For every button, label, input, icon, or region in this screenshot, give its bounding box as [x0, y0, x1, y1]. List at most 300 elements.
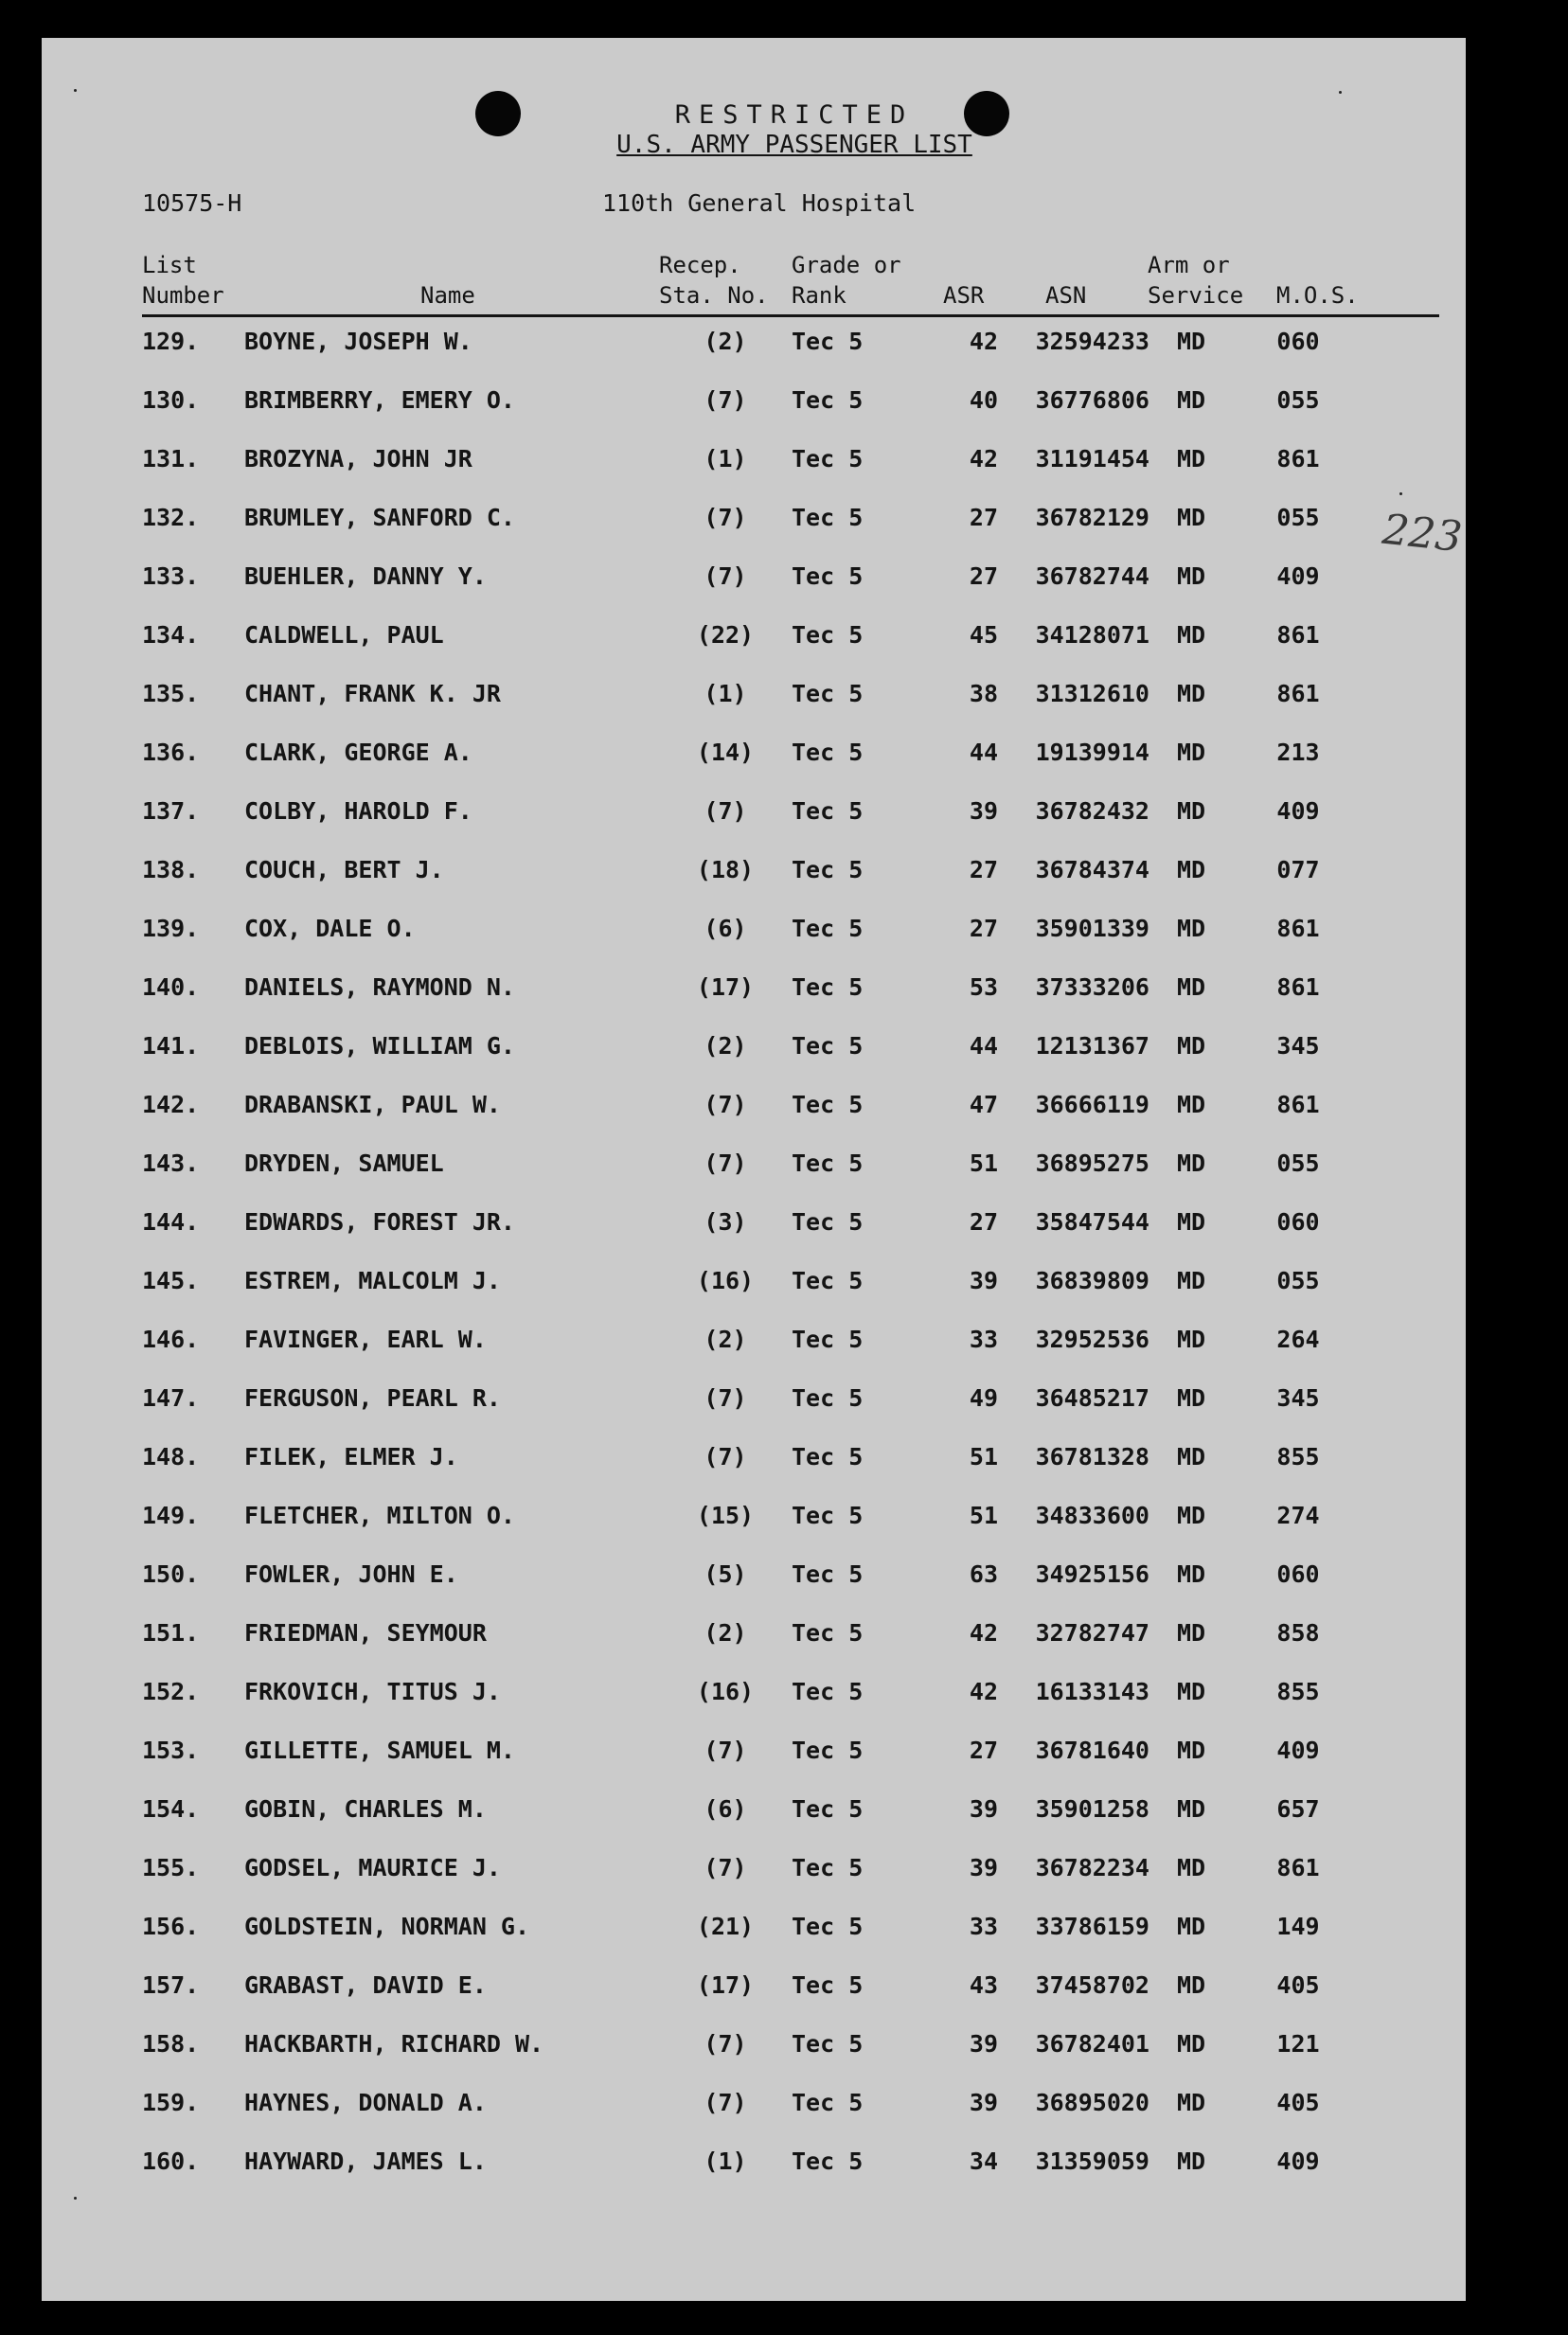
recep-station-cell: (2): [704, 1326, 747, 1353]
document-title: U.S. ARMY PASSENGER LIST: [616, 131, 972, 159]
asn-cell: 36782432: [1035, 797, 1149, 825]
grade-cell: Tec 5: [792, 1560, 864, 1588]
column-header-grade: Grade or Rank: [792, 252, 901, 309]
recep-station-cell: (7): [704, 1443, 747, 1471]
arm-service-cell: MD: [1176, 856, 1206, 883]
column-header-recep-station: Recep. Sta. No.: [659, 252, 769, 309]
name-cell: FRIEDMAN, SEYMOUR: [244, 1619, 487, 1647]
paper-speck: [74, 2197, 77, 2200]
asn-cell: 37333206: [1035, 973, 1149, 1001]
name-cell: CALDWELL, PAUL: [244, 621, 444, 649]
name-cell: GODSEL, MAURICE J.: [244, 1854, 501, 1881]
name-cell: EDWARDS, FOREST JR.: [244, 1208, 515, 1236]
grade-cell: Tec 5: [792, 1032, 864, 1060]
arm-service-cell: MD: [1176, 1502, 1206, 1529]
arm-service-cell: MD: [1176, 562, 1206, 590]
arm-service-cell: MD: [1176, 1032, 1206, 1060]
asr-cell: 44: [969, 1032, 998, 1060]
asr-cell: 51: [969, 1443, 998, 1471]
mos-cell: 409: [1276, 797, 1320, 825]
asn-cell: 31191454: [1035, 445, 1149, 472]
list-number-cell: 138.: [142, 856, 200, 883]
grade-cell: Tec 5: [792, 1502, 864, 1529]
paper-speck: [74, 89, 77, 92]
recep-station-cell: (7): [704, 2089, 747, 2116]
recep-station-cell: (7): [704, 504, 747, 531]
table-row: [42, 1502, 1466, 1560]
name-cell: CLARK, GEORGE A.: [244, 739, 472, 766]
table-row: [42, 1267, 1466, 1326]
recep-station-cell: (6): [704, 915, 747, 942]
asn-cell: 35901339: [1035, 915, 1149, 942]
table-row: [42, 2030, 1466, 2089]
column-header-name: Name: [420, 282, 475, 309]
recep-station-cell: (7): [704, 1737, 747, 1764]
asn-cell: 36782744: [1035, 562, 1149, 590]
arm-service-cell: MD: [1176, 1150, 1206, 1177]
list-number-cell: 159.: [142, 2089, 200, 2116]
mos-cell: 657: [1276, 1795, 1320, 1823]
arm-service-cell: MD: [1176, 1560, 1206, 1588]
mos-cell: 858: [1276, 1619, 1320, 1647]
asr-cell: 40: [969, 386, 998, 414]
list-number-cell: 130.: [142, 386, 200, 414]
asn-cell: 36784374: [1035, 856, 1149, 883]
column-header-asr: ASR: [943, 282, 985, 309]
mos-cell: 213: [1276, 739, 1320, 766]
list-number-cell: 135.: [142, 680, 200, 707]
grade-cell: Tec 5: [792, 739, 864, 766]
name-cell: DRYDEN, SAMUEL: [244, 1150, 444, 1177]
arm-service-cell: MD: [1176, 1443, 1206, 1471]
mos-cell: 855: [1276, 1443, 1320, 1471]
mos-cell: 077: [1276, 856, 1320, 883]
recep-station-cell: (2): [704, 1032, 747, 1060]
grade-cell: Tec 5: [792, 1208, 864, 1236]
table-row: [42, 504, 1466, 562]
list-number-cell: 137.: [142, 797, 200, 825]
asr-cell: 63: [969, 1560, 998, 1588]
recep-station-cell: (22): [696, 621, 755, 649]
name-cell: GOLDSTEIN, NORMAN G.: [244, 1913, 530, 1940]
arm-service-cell: MD: [1176, 1795, 1206, 1823]
mos-cell: 060: [1276, 1208, 1320, 1236]
list-number-cell: 134.: [142, 621, 200, 649]
table-row: [42, 680, 1466, 739]
grade-cell: Tec 5: [792, 1384, 864, 1412]
punch-hole: [475, 91, 521, 136]
classification-marking: RESTRICTED: [674, 100, 915, 130]
table-row: [42, 621, 1466, 680]
asn-cell: 35901258: [1035, 1795, 1149, 1823]
arm-service-cell: MD: [1176, 1267, 1206, 1294]
grade-cell: Tec 5: [792, 915, 864, 942]
asn-cell: 19139914: [1035, 739, 1149, 766]
recep-station-cell: (7): [704, 1150, 747, 1177]
list-number-cell: 129.: [142, 328, 200, 355]
asn-cell: 36666119: [1035, 1091, 1149, 1118]
name-cell: DANIELS, RAYMOND N.: [244, 973, 515, 1001]
column-header-mos: M.O.S.: [1276, 282, 1359, 309]
list-number-cell: 160.: [142, 2148, 200, 2175]
name-cell: GILLETTE, SAMUEL M.: [244, 1737, 515, 1764]
mos-cell: 055: [1276, 504, 1320, 531]
list-number-cell: 151.: [142, 1619, 200, 1647]
name-cell: FILEK, ELMER J.: [244, 1443, 458, 1471]
list-number-cell: 133.: [142, 562, 200, 590]
name-cell: BUEHLER, DANNY Y.: [244, 562, 487, 590]
asr-cell: 34: [969, 2148, 998, 2175]
name-cell: DRABANSKI, PAUL W.: [244, 1091, 501, 1118]
arm-service-cell: MD: [1176, 2148, 1206, 2175]
asr-cell: 42: [969, 445, 998, 472]
list-number-cell: 158.: [142, 2030, 200, 2058]
arm-service-cell: MD: [1176, 504, 1206, 531]
recep-station-cell: (1): [704, 2148, 747, 2175]
name-cell: DEBLOIS, WILLIAM G.: [244, 1032, 515, 1060]
mos-cell: 055: [1276, 1150, 1320, 1177]
document-id: 10575-H: [142, 189, 242, 217]
mos-cell: 345: [1276, 1384, 1320, 1412]
grade-cell: Tec 5: [792, 797, 864, 825]
arm-service-cell: MD: [1176, 621, 1206, 649]
recep-station-cell: (17): [696, 1971, 755, 1999]
asr-cell: 39: [969, 797, 998, 825]
table-row: [42, 1384, 1466, 1443]
recep-station-cell: (7): [704, 1854, 747, 1881]
asn-cell: 36782129: [1035, 504, 1149, 531]
mos-cell: 861: [1276, 973, 1320, 1001]
list-number-cell: 131.: [142, 445, 200, 472]
recep-station-cell: (3): [704, 1208, 747, 1236]
name-cell: CHANT, FRANK K. JR: [244, 680, 501, 707]
name-cell: FAVINGER, EARL W.: [244, 1326, 487, 1353]
asn-cell: 36895275: [1035, 1150, 1149, 1177]
mos-cell: 861: [1276, 621, 1320, 649]
mos-cell: 855: [1276, 1678, 1320, 1705]
recep-station-cell: (1): [704, 680, 747, 707]
arm-service-cell: MD: [1176, 445, 1206, 472]
asr-cell: 39: [969, 1854, 998, 1881]
asn-cell: 16133143: [1035, 1678, 1149, 1705]
mos-cell: 121: [1276, 2030, 1320, 2058]
asn-cell: 36485217: [1035, 1384, 1149, 1412]
mos-cell: 861: [1276, 1091, 1320, 1118]
list-number-cell: 136.: [142, 739, 200, 766]
mos-cell: 409: [1276, 562, 1320, 590]
table-row: [42, 973, 1466, 1032]
recep-station-cell: (2): [704, 328, 747, 355]
table-row: [42, 1091, 1466, 1150]
table-row: [42, 445, 1466, 504]
arm-service-cell: MD: [1176, 797, 1206, 825]
asr-cell: 43: [969, 1971, 998, 1999]
arm-service-cell: MD: [1176, 1737, 1206, 1764]
name-cell: FRKOVICH, TITUS J.: [244, 1678, 501, 1705]
asr-cell: 27: [969, 856, 998, 883]
list-number-cell: 152.: [142, 1678, 200, 1705]
column-header-asn: ASN: [1045, 282, 1087, 309]
arm-service-cell: MD: [1176, 386, 1206, 414]
recep-station-cell: (7): [704, 1091, 747, 1118]
grade-cell: Tec 5: [792, 1150, 864, 1177]
name-cell: GRABAST, DAVID E.: [244, 1971, 487, 1999]
grade-cell: Tec 5: [792, 680, 864, 707]
asn-cell: 35847544: [1035, 1208, 1149, 1236]
list-number-cell: 148.: [142, 1443, 200, 1471]
name-cell: ESTREM, MALCOLM J.: [244, 1267, 501, 1294]
asr-cell: 42: [969, 328, 998, 355]
table-row: [42, 1150, 1466, 1208]
grade-cell: Tec 5: [792, 1854, 864, 1881]
asr-cell: 44: [969, 739, 998, 766]
grade-cell: Tec 5: [792, 562, 864, 590]
list-number-cell: 153.: [142, 1737, 200, 1764]
arm-service-cell: MD: [1176, 1971, 1206, 1999]
list-number-cell: 132.: [142, 504, 200, 531]
arm-service-cell: MD: [1176, 1091, 1206, 1118]
name-cell: FERGUSON, PEARL R.: [244, 1384, 501, 1412]
asr-cell: 53: [969, 973, 998, 1001]
handwritten-page-number: 223: [1380, 505, 1465, 562]
name-cell: BRUMLEY, SANFORD C.: [244, 504, 515, 531]
table-row: [42, 1443, 1466, 1502]
arm-service-cell: MD: [1176, 1619, 1206, 1647]
name-cell: GOBIN, CHARLES M.: [244, 1795, 487, 1823]
mos-cell: 405: [1276, 2089, 1320, 2116]
grade-cell: Tec 5: [792, 328, 864, 355]
name-cell: FOWLER, JOHN E.: [244, 1560, 458, 1588]
recep-station-cell: (2): [704, 1619, 747, 1647]
arm-service-cell: MD: [1176, 680, 1206, 707]
asn-cell: 32952536: [1035, 1326, 1149, 1353]
arm-service-cell: MD: [1176, 2089, 1206, 2116]
table-row: [42, 1854, 1466, 1913]
asn-cell: 34925156: [1035, 1560, 1149, 1588]
header-rule: [142, 314, 1439, 317]
arm-service-cell: MD: [1176, 1678, 1206, 1705]
asr-cell: 42: [969, 1619, 998, 1647]
mos-cell: 405: [1276, 1971, 1320, 1999]
asr-cell: 39: [969, 2030, 998, 2058]
asn-cell: 34833600: [1035, 1502, 1149, 1529]
name-cell: BROZYNA, JOHN JR: [244, 445, 472, 472]
arm-service-cell: MD: [1176, 328, 1206, 355]
asr-cell: 42: [969, 1678, 998, 1705]
mos-cell: 861: [1276, 680, 1320, 707]
recep-station-cell: (16): [696, 1678, 755, 1705]
grade-cell: Tec 5: [792, 386, 864, 414]
asn-cell: 36895020: [1035, 2089, 1149, 2116]
asr-cell: 27: [969, 1208, 998, 1236]
list-number-cell: 154.: [142, 1795, 200, 1823]
grade-cell: Tec 5: [792, 856, 864, 883]
asn-cell: 32594233: [1035, 328, 1149, 355]
asn-cell: 12131367: [1035, 1032, 1149, 1060]
table-row: [42, 856, 1466, 915]
mos-cell: 409: [1276, 1737, 1320, 1764]
asn-cell: 31312610: [1035, 680, 1149, 707]
grade-cell: Tec 5: [792, 1678, 864, 1705]
name-cell: HACKBARTH, RICHARD W.: [244, 2030, 544, 2058]
table-row: [42, 1678, 1466, 1737]
table-row: [42, 915, 1466, 973]
name-cell: FLETCHER, MILTON O.: [244, 1502, 515, 1529]
asn-cell: 36776806: [1035, 386, 1149, 414]
asn-cell: 36782234: [1035, 1854, 1149, 1881]
table-row: [42, 797, 1466, 856]
list-number-cell: 140.: [142, 973, 200, 1001]
table-row: [42, 739, 1466, 797]
list-number-cell: 147.: [142, 1384, 200, 1412]
grade-cell: Tec 5: [792, 1267, 864, 1294]
mos-cell: 055: [1276, 386, 1320, 414]
recep-station-cell: (5): [704, 1560, 747, 1588]
recep-station-cell: (17): [696, 973, 755, 1001]
mos-cell: 060: [1276, 1560, 1320, 1588]
asr-cell: 27: [969, 504, 998, 531]
asr-cell: 39: [969, 1795, 998, 1823]
name-cell: BOYNE, JOSEPH W.: [244, 328, 472, 355]
mos-cell: 274: [1276, 1502, 1320, 1529]
recep-station-cell: (14): [696, 739, 755, 766]
table-row: [42, 1619, 1466, 1678]
asn-cell: 31359059: [1035, 2148, 1149, 2175]
name-cell: BRIMBERRY, EMERY O.: [244, 386, 515, 414]
asr-cell: 47: [969, 1091, 998, 1118]
recep-station-cell: (7): [704, 562, 747, 590]
recep-station-cell: (18): [696, 856, 755, 883]
list-number-cell: 139.: [142, 915, 200, 942]
asr-cell: 27: [969, 1737, 998, 1764]
grade-cell: Tec 5: [792, 1326, 864, 1353]
recep-station-cell: (7): [704, 1384, 747, 1412]
asn-cell: 36781640: [1035, 1737, 1149, 1764]
table-row: [42, 1208, 1466, 1267]
asr-cell: 45: [969, 621, 998, 649]
table-row: [42, 1737, 1466, 1795]
asn-cell: 34128071: [1035, 621, 1149, 649]
list-number-cell: 146.: [142, 1326, 200, 1353]
recep-station-cell: (7): [704, 2030, 747, 2058]
grade-cell: Tec 5: [792, 621, 864, 649]
list-number-cell: 142.: [142, 1091, 200, 1118]
grade-cell: Tec 5: [792, 1737, 864, 1764]
arm-service-cell: MD: [1176, 1326, 1206, 1353]
asr-cell: 39: [969, 2089, 998, 2116]
asr-cell: 51: [969, 1502, 998, 1529]
table-row: [42, 386, 1466, 445]
recep-station-cell: (16): [696, 1267, 755, 1294]
name-cell: COLBY, HAROLD F.: [244, 797, 472, 825]
recep-station-cell: (6): [704, 1795, 747, 1823]
name-cell: COUCH, BERT J.: [244, 856, 444, 883]
column-header-arm-service: Arm or Service: [1148, 252, 1244, 309]
mos-cell: 055: [1276, 1267, 1320, 1294]
recep-station-cell: (7): [704, 386, 747, 414]
asr-cell: 33: [969, 1326, 998, 1353]
arm-service-cell: MD: [1176, 1854, 1206, 1881]
mos-cell: 149: [1276, 1913, 1320, 1940]
grade-cell: Tec 5: [792, 504, 864, 531]
grade-cell: Tec 5: [792, 2089, 864, 2116]
mos-cell: 861: [1276, 445, 1320, 472]
list-number-cell: 149.: [142, 1502, 200, 1529]
recep-station-cell: (21): [696, 1913, 755, 1940]
asn-cell: 36839809: [1035, 1267, 1149, 1294]
grade-cell: Tec 5: [792, 973, 864, 1001]
grade-cell: Tec 5: [792, 1971, 864, 1999]
asn-cell: 36781328: [1035, 1443, 1149, 1471]
asn-cell: 33786159: [1035, 1913, 1149, 1940]
paper-speck: [1399, 492, 1402, 495]
table-row: [42, 1326, 1466, 1384]
name-cell: HAYWARD, JAMES L.: [244, 2148, 487, 2175]
mos-cell: 060: [1276, 328, 1320, 355]
table-row: [42, 1032, 1466, 1091]
asr-cell: 27: [969, 915, 998, 942]
asr-cell: 39: [969, 1267, 998, 1294]
mos-cell: 264: [1276, 1326, 1320, 1353]
grade-cell: Tec 5: [792, 2030, 864, 2058]
unit-name: 110th General Hospital: [602, 189, 917, 217]
list-number-cell: 156.: [142, 1913, 200, 1940]
grade-cell: Tec 5: [792, 1795, 864, 1823]
table-row: [42, 1913, 1466, 1971]
list-number-cell: 155.: [142, 1854, 200, 1881]
grade-cell: Tec 5: [792, 1443, 864, 1471]
arm-service-cell: MD: [1176, 2030, 1206, 2058]
arm-service-cell: MD: [1176, 739, 1206, 766]
list-number-cell: 150.: [142, 1560, 200, 1588]
asr-cell: 49: [969, 1384, 998, 1412]
asr-cell: 27: [969, 562, 998, 590]
passenger-table: [42, 328, 1466, 2206]
grade-cell: Tec 5: [792, 1913, 864, 1940]
list-number-cell: 145.: [142, 1267, 200, 1294]
grade-cell: Tec 5: [792, 1619, 864, 1647]
list-number-cell: 141.: [142, 1032, 200, 1060]
arm-service-cell: MD: [1176, 973, 1206, 1001]
mos-cell: 861: [1276, 915, 1320, 942]
table-row: [42, 2148, 1466, 2206]
list-number-cell: 157.: [142, 1971, 200, 1999]
arm-service-cell: MD: [1176, 1384, 1206, 1412]
asn-cell: 37458702: [1035, 1971, 1149, 1999]
asr-cell: 51: [969, 1150, 998, 1177]
table-row: [42, 1795, 1466, 1854]
grade-cell: Tec 5: [792, 2148, 864, 2175]
name-cell: HAYNES, DONALD A.: [244, 2089, 487, 2116]
arm-service-cell: MD: [1176, 1913, 1206, 1940]
asr-cell: 33: [969, 1913, 998, 1940]
table-row: [42, 1971, 1466, 2030]
mos-cell: 409: [1276, 2148, 1320, 2175]
arm-service-cell: MD: [1176, 915, 1206, 942]
column-header-list-number: List Number: [142, 252, 224, 309]
asr-cell: 38: [969, 680, 998, 707]
asn-cell: 36782401: [1035, 2030, 1149, 2058]
table-row: [42, 1560, 1466, 1619]
paper-speck: [1339, 91, 1342, 94]
recep-station-cell: (15): [696, 1502, 755, 1529]
arm-service-cell: MD: [1176, 1208, 1206, 1236]
name-cell: COX, DALE O.: [244, 915, 416, 942]
document-page: [42, 38, 1466, 2301]
mos-cell: 861: [1276, 1854, 1320, 1881]
grade-cell: Tec 5: [792, 1091, 864, 1118]
mos-cell: 345: [1276, 1032, 1320, 1060]
